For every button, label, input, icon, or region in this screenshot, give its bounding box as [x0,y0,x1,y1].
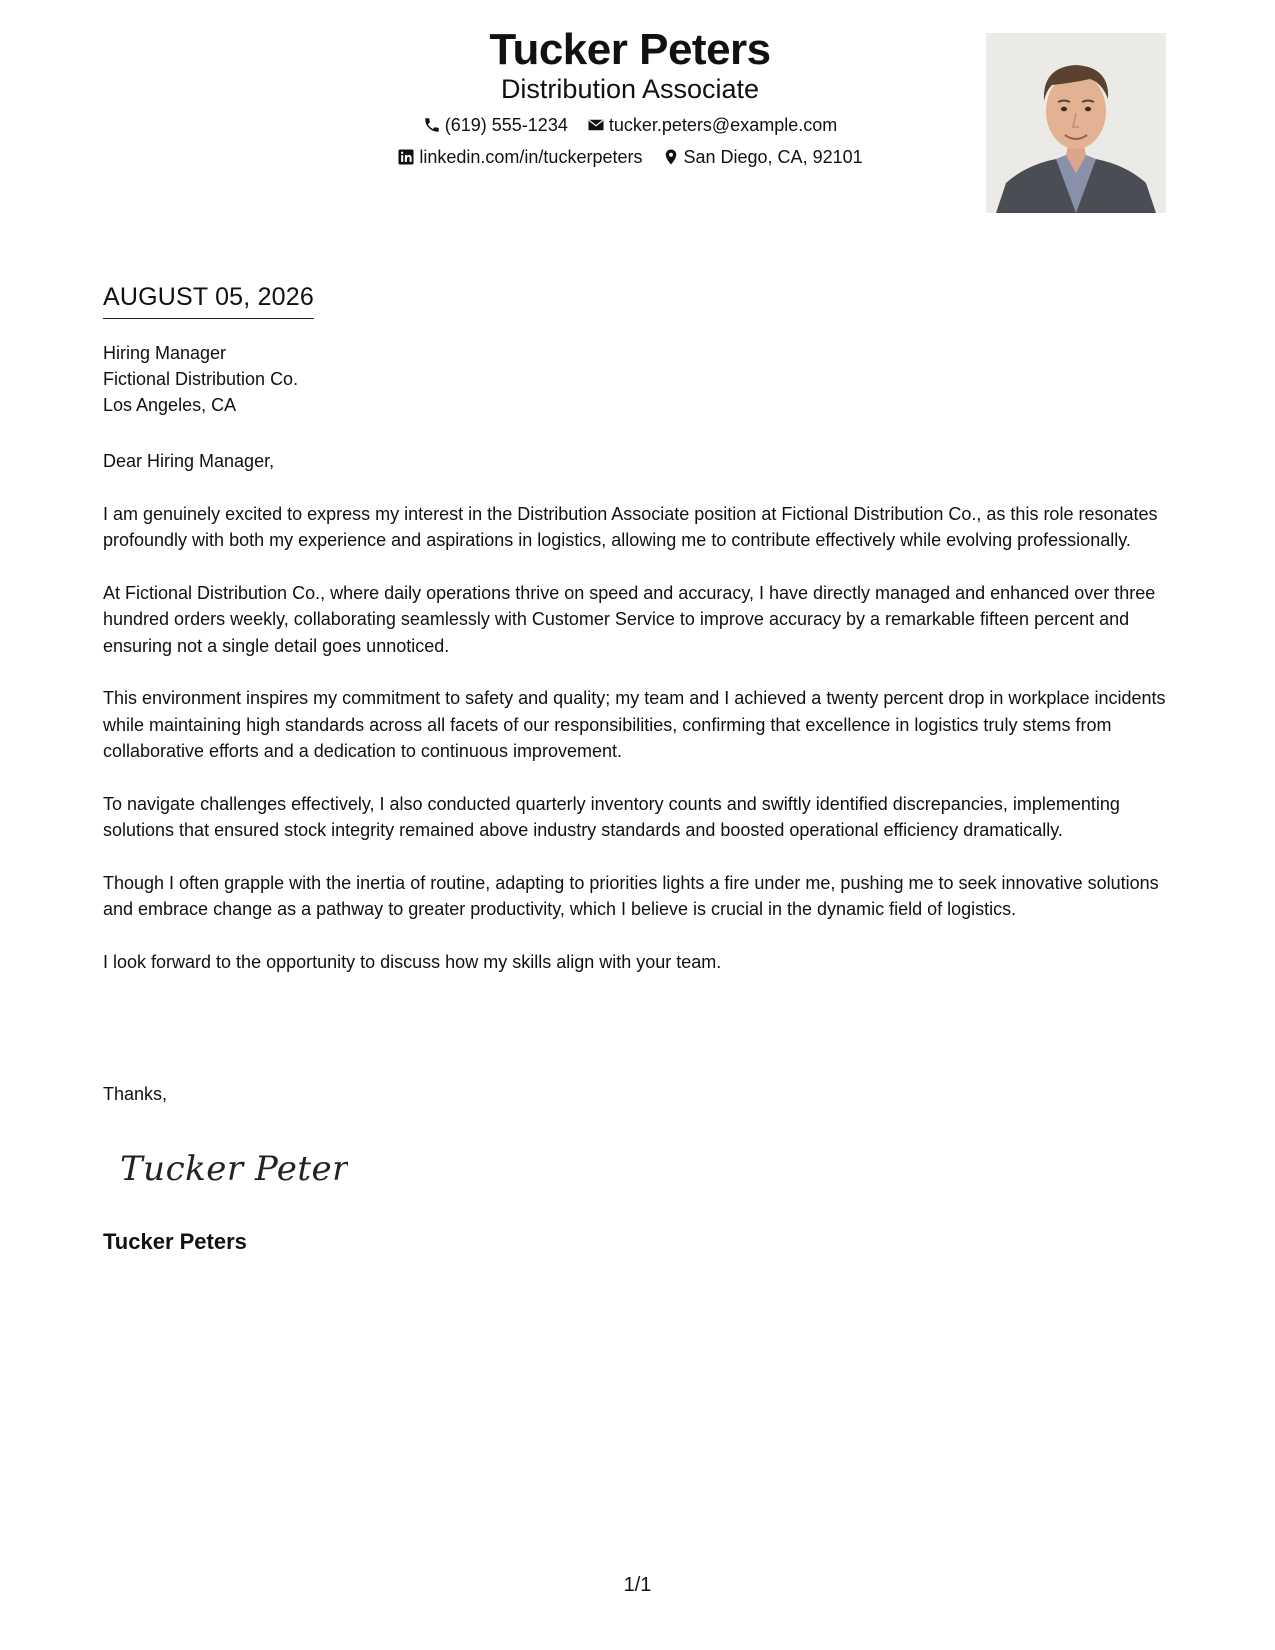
envelope-icon [587,116,605,134]
email-text: tucker.peters@example.com [608,115,838,135]
letter-date: AUGUST 05, 2026 [103,280,314,319]
location-text: San Diego, CA, 92101 [683,147,863,167]
phone-icon [423,116,441,134]
contact-phone[interactable] [423,113,568,137]
recipient-block [103,340,298,418]
applicant-name: Tucker Peters [489,25,771,74]
signature-text: Tucker Peters [120,1149,348,1189]
contact-row-primary [330,113,930,140]
body-paragraph: At Fictional Distribution Co., where daily operations thrive on speed and accuracy, I have directly managed and enhanced over three hundred orders weekly, collaborating seamlessly with Customer Service to improve accuracy by a remarkable fifteen percent and ensuring not a single detail goes unnoticed. [103,582,1156,656]
body-paragraph: I look forward to the opportunity to discuss how my skills align with your team. [103,951,722,972]
body-paragraph: I am genuinely excited to express my interest in the Distribution Associate position at Fictional Distribution Co., as this role resonates profoundly with both my experience and aspirations in logistics, allowing me to contribute effectively while evolving professionally. [103,503,1158,550]
contact-linkedin[interactable] [397,145,642,169]
page-number: 1/1 [623,1574,652,1596]
linkedin-icon [397,148,415,166]
body-paragraph: To navigate challenges effectively, I also conducted quarterly inventory counts and swiftly identified discrepancies, implementing solutions that ensured stock integrity remained above industry standards and boosted operational efficiency dramatically. [103,793,1120,840]
contact-row-secondary [330,145,930,172]
closing: Thanks, [103,1084,168,1104]
salutation: Dear Hiring Manager, [103,451,275,471]
handwritten-signature [118,1138,348,1198]
applicant-title: Distribution Associate [500,74,760,104]
recipient-title: Hiring Manager [103,343,227,363]
map-pin-icon [662,148,680,166]
recipient-company: Fictional Distribution Co. [103,369,299,389]
letter-body [103,448,1183,1001]
portrait-illustration [986,33,1166,213]
profile-photo [986,33,1166,213]
signature-graphic [118,1138,348,1198]
linkedin-text: linkedin.com/in/tuckerpeters [419,147,643,167]
contact-email[interactable] [587,113,837,137]
contact-location [662,145,863,169]
body-paragraph: This environment inspires my commitment to safety and quality; my team and I achieved a twenty percent drop in workplace incidents while maintaining high standards across all facets of our responsibilities, confirming that excellence in logistics truly stems from collaborative efforts and a dedication to continuous improvement. [103,688,1166,761]
phone-text: (619) 555-1234 [444,115,568,135]
body-paragraph: Though I often grapple with the inertia of routine, adapting to priorities lights a fire under me, pushing me to seek innovative solutions and embrace change as a pathway to greater productivity, which I believe is crucial in the dynamic field of logistics. [103,872,1159,919]
recipient-location: Los Angeles, CA [103,395,237,415]
signed-name: Tucker Peters [103,1229,247,1254]
